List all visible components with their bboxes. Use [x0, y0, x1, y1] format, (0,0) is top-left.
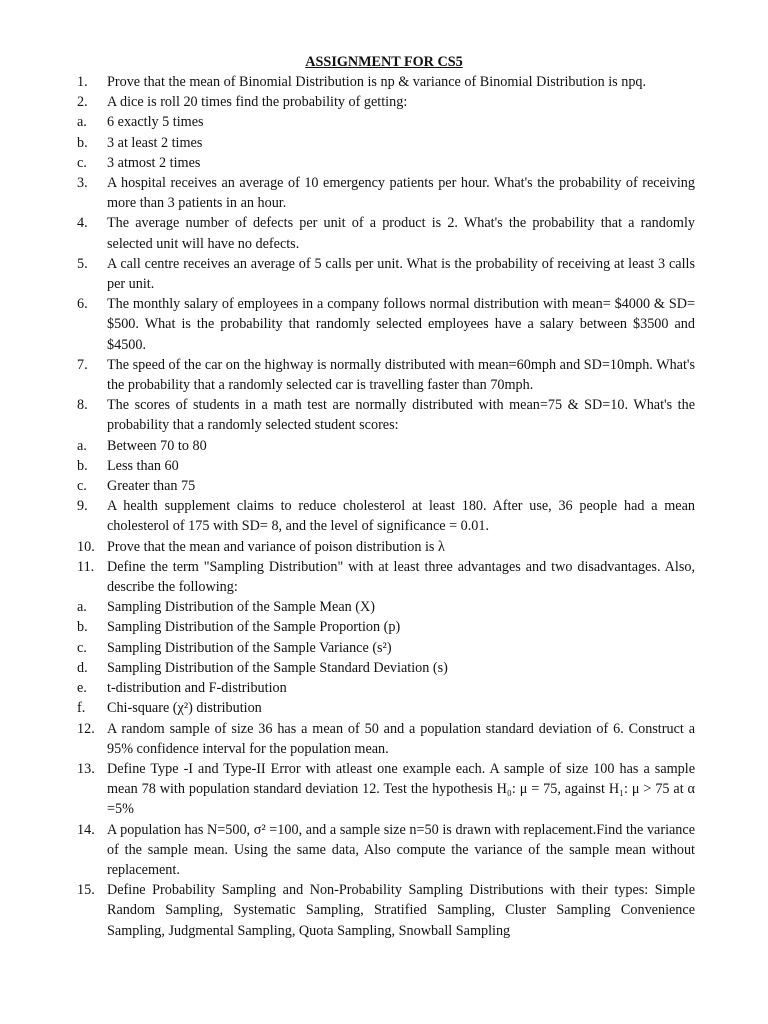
list-item — [0, 880, 768, 941]
item-text: 3 at least 2 times — [107, 134, 203, 151]
item-text: A health supplement claims to reduce cholesterol at least 180. After use, 36 people had a mean cholesterol of 175 with SD= 8, and the level of significance = 0.01. — [107, 498, 695, 535]
item-number: 5. — [77, 255, 88, 272]
item-number: c. — [77, 639, 87, 656]
item-number: a. — [77, 437, 87, 454]
item-number: 15. — [77, 882, 95, 899]
item-number: 9. — [77, 498, 88, 515]
item-number: c. — [77, 478, 87, 495]
item-text: The average number of defects per unit of a product is 2. What's the probability that a randomly selected unit will have no defects. — [107, 215, 695, 252]
item-text: The monthly salary of employees in a company follows normal distribution with mean= $4000 & SD= $500. What is the probability that randomly selected employees have a salary between $3500 and $4500. — [107, 296, 695, 353]
list-item — [0, 658, 768, 678]
item-text: Define the term "Sampling Distribution" with at least three advantages and two disadvantages. Also, describe the following: — [107, 558, 695, 596]
item-text: Prove that the mean of Binomial Distribution is np & variance of Binomial Distribution is npq. — [107, 74, 647, 90]
item-text: Sampling Distribution of the Sample Standard Deviation (s) — [107, 659, 448, 676]
item-text: t-distribution and F-distribution — [107, 680, 287, 697]
page-title: ASSIGNMENT FOR CS5 — [305, 54, 463, 70]
item-number: 8. — [77, 397, 88, 414]
list-item — [0, 759, 768, 820]
list-item — [0, 476, 768, 496]
list-item — [0, 820, 768, 881]
item-text: Sampling Distribution of the Sample Mean (X) — [107, 599, 375, 616]
item-number: 11. — [77, 558, 95, 575]
list-item — [0, 355, 768, 395]
item-text: A random sample of size 36 has a mean of 50 and a population standard deviation of 6. Construct a 95% confidence interval for the population mean. — [107, 720, 695, 757]
list-item — [0, 698, 768, 718]
list-item — [0, 557, 768, 597]
item-number: 2. — [77, 94, 88, 111]
list-item — [0, 496, 768, 536]
item-text: Chi-square (χ²) distribution — [107, 700, 262, 717]
list-item — [0, 537, 768, 557]
list-item — [0, 153, 768, 173]
list-item — [0, 456, 768, 476]
item-number: 12. — [77, 720, 95, 737]
item-text: Sampling Distribution of the Sample Proportion (p) — [107, 619, 401, 636]
item-text: Greater than 75 — [107, 478, 196, 495]
item-text: A population has N=500, σ² =100, and a sample size n=50 is drawn with replacement.Find the variance of the sample mean. Using the same data, Also compute the variance of the sample mean without replacement. — [107, 821, 695, 878]
item-text: A dice is roll 20 times find the probability of getting: — [107, 94, 408, 111]
item-number: b. — [77, 134, 88, 151]
item-number: e. — [77, 680, 87, 697]
list-item — [0, 395, 768, 435]
item-text: A hospital receives an average of 10 emergency patients per hour. What's the probability of receiving more than 3 patients in an hour. — [107, 175, 695, 212]
item-number: c. — [77, 154, 87, 171]
item-text: Prove that the mean and variance of poison distribution is λ — [107, 538, 445, 555]
item-text: Define Type -I and Type-II Error with atleast one example each. A sample of size 100 has a sample mean 78 with population standard deviation 12. Test the hypothesis H₀: μ = 75, against H₁: μ > 75 at α =5% — [107, 760, 695, 818]
item-number: 13. — [77, 760, 95, 777]
list-item — [0, 638, 768, 658]
item-number: f. — [77, 700, 86, 717]
item-number: b. — [77, 619, 88, 636]
list-item — [0, 719, 768, 759]
list-item — [0, 112, 768, 132]
list-item — [0, 597, 768, 617]
list-item — [0, 678, 768, 698]
list-item — [0, 436, 768, 456]
list-item — [0, 92, 768, 112]
list-item — [0, 133, 768, 153]
item-number: 10. — [77, 538, 95, 555]
item-text: Define Probability Sampling and Non-Probability Sampling Distributions with their types: Simple Random Sampling, Systematic Sampling, Stratified Sampling, Cluster Sampling Convenience Sampling, Judgmental Sampling, Quota Sampling, Snowball Sampling — [107, 882, 695, 939]
item-text: The speed of the car on the highway is normally distributed with mean=60mph and SD=10mph. What's the probability that a randomly selected car is travelling faster than 70mph. — [107, 356, 695, 394]
item-number: d. — [77, 659, 88, 676]
item-number: 14. — [77, 821, 95, 838]
item-text: 3 atmost 2 times — [107, 154, 201, 171]
list-item — [0, 72, 768, 92]
item-number: 6. — [77, 296, 88, 313]
item-text: Between 70 to 80 — [107, 437, 207, 454]
question-list — [0, 72, 768, 941]
item-number: 7. — [77, 356, 88, 373]
item-number: a. — [77, 599, 87, 616]
item-text: Less than 60 — [107, 457, 179, 474]
item-text: The scores of students in a math test are normally distributed with mean=75 & SD=10. What's the probability that a randomly selected student scores: — [107, 397, 695, 434]
item-number: 4. — [77, 215, 88, 232]
item-text: A call centre receives an average of 5 calls per unit. What is the probability of receiving at least 3 calls per unit. — [107, 255, 695, 293]
item-number: a. — [77, 114, 87, 131]
item-number: b. — [77, 457, 88, 474]
list-item — [0, 213, 768, 253]
list-item — [0, 617, 768, 637]
item-text: 6 exactly 5 times — [107, 114, 204, 131]
item-number: 3. — [77, 175, 88, 192]
list-item — [0, 294, 768, 355]
item-text: Sampling Distribution of the Sample Variance (s²) — [107, 639, 392, 656]
list-item — [0, 173, 768, 213]
list-item — [0, 254, 768, 294]
item-number: 1. — [77, 74, 88, 90]
